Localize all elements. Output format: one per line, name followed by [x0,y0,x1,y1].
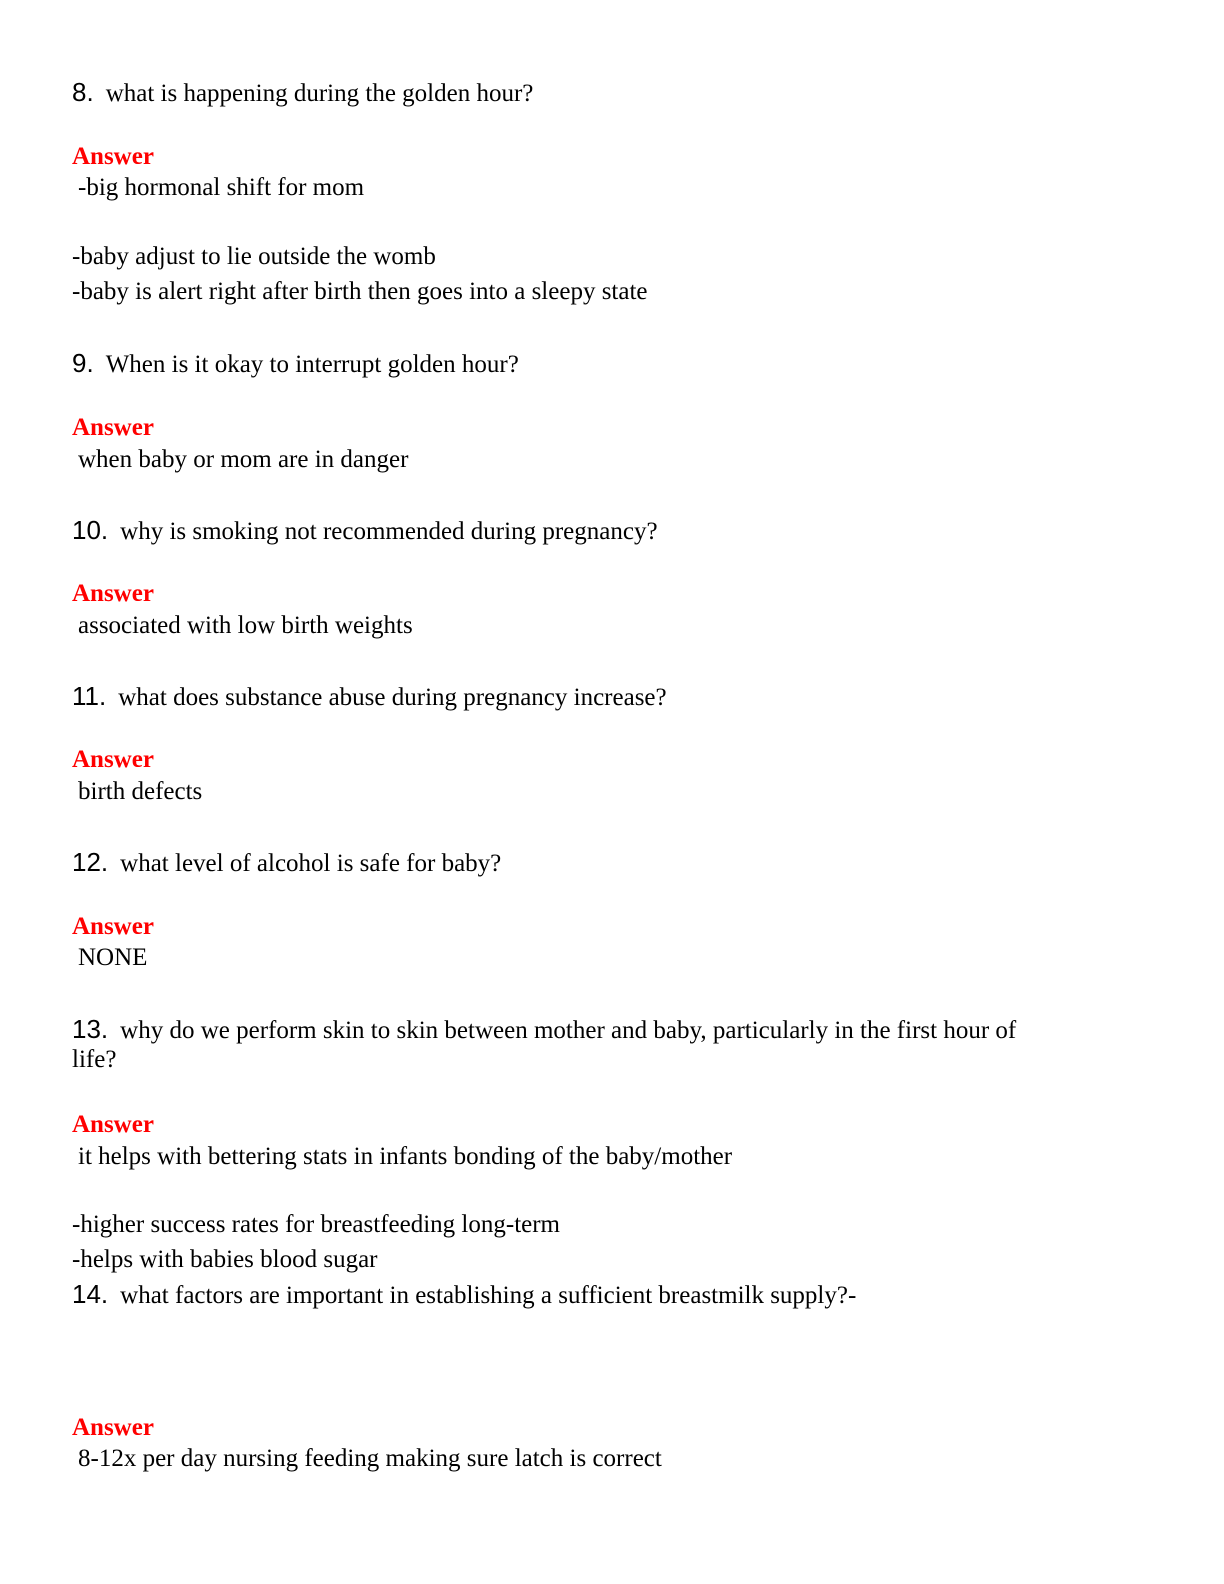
answer-text: birth defects [78,778,203,805]
answer-label: Answer [72,746,154,773]
question-number: 9. [72,348,94,378]
question-13 [72,1016,1016,1043]
question-10 [72,517,658,544]
question-number: 11. [72,681,107,711]
question-text: what level of alcohol is safe for baby? [120,850,502,877]
answer-label: Answer [72,414,154,441]
answer-text: -baby is alert right after birth then goes into a sleepy state [72,278,648,305]
question-number: 13. [72,1014,109,1044]
answer-label: Answer [72,913,154,940]
answer-label: Answer [72,1414,154,1441]
question-text: what does substance abuse during pregnancy increase? [118,684,667,711]
question-text: why is smoking not recommended during pregnancy? [120,518,658,545]
answer-text: -baby adjust to lie outside the womb [72,243,436,270]
question-number: 10. [72,515,109,545]
answer-label: Answer [72,143,154,170]
question-text: what factors are important in establishing a sufficient breastmilk supply?- [120,1282,857,1309]
question-9 [72,350,519,377]
answer-text: it helps with bettering stats in infants bonding of the baby/mother [78,1143,733,1170]
answer-text: associated with low birth weights [78,612,413,639]
question-8 [72,79,533,106]
question-number: 12. [72,847,109,877]
question-12 [72,849,501,876]
question-text: why do we perform skin to skin between mother and baby, particularly in the first hour of [120,1017,1017,1044]
question-number: 8. [72,77,94,107]
answer-label: Answer [72,580,154,607]
question-text-continued: life? [72,1046,117,1073]
answer-text: 8-12x per day nursing feeding making sure latch is correct [78,1445,662,1472]
answer-text: when baby or mom are in danger [78,446,409,473]
answer-text: NONE [78,944,148,971]
question-text: When is it okay to interrupt golden hour? [105,351,519,378]
question-14 [72,1281,856,1308]
question-number: 14. [72,1279,109,1309]
answer-text: -big hormonal shift for mom [78,174,365,201]
answer-label: Answer [72,1111,154,1138]
answer-text: -higher success rates for breastfeeding long-term [72,1211,561,1238]
question-text: what is happening during the golden hour? [105,80,534,107]
question-11 [72,683,667,710]
answer-text: -helps with babies blood sugar [72,1246,378,1273]
